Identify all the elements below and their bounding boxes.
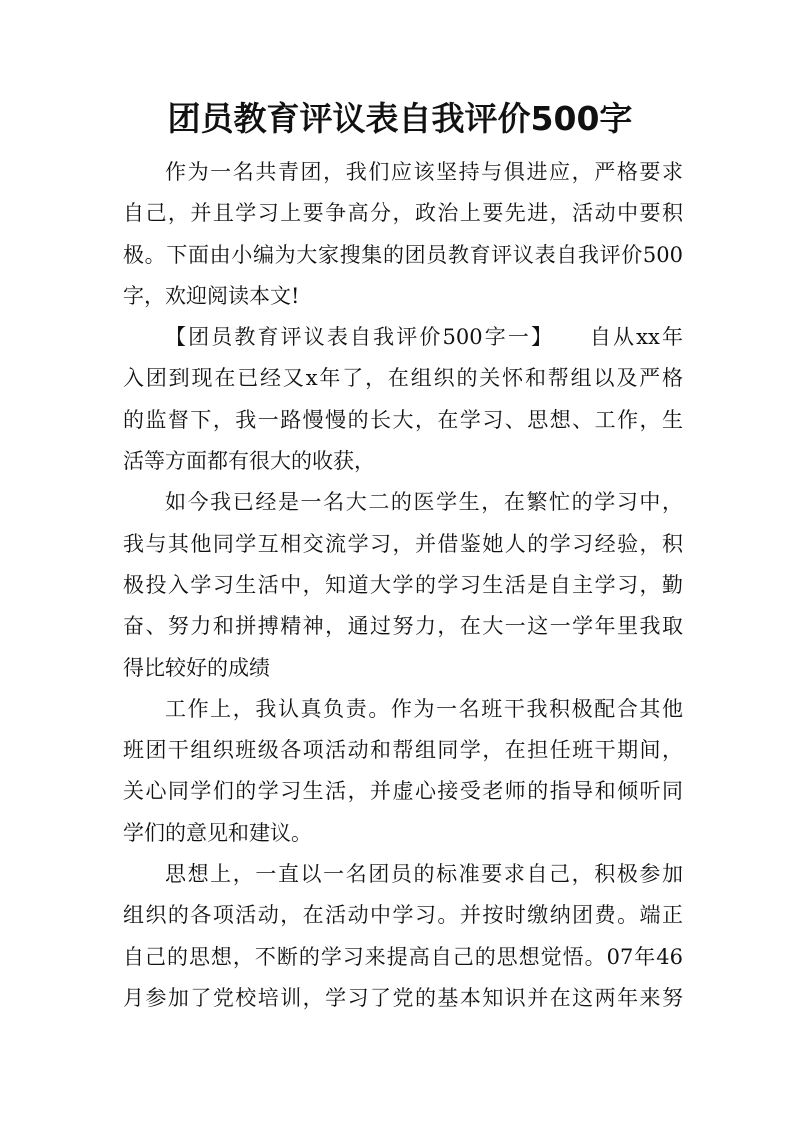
body-line: 得比较好的成绩 xyxy=(123,655,270,680)
body-line: 字，欢迎阅读本文! xyxy=(123,283,300,308)
body-line: 自己，并且学习上要争高分，政治上要先进，活动中要积 xyxy=(123,201,683,226)
body-line: 工作上，我认真负责。作为一名班干我积极配合其他 xyxy=(165,696,683,721)
body-line: 班团干组织班级各项活动和帮组同学，在担任班干期间， xyxy=(123,738,683,763)
body-line: 关心同学们的学习生活，并虚心接受老师的指导和倾听同 xyxy=(123,779,683,804)
body-line: 我与其他同学互相交流学习，并借鉴她人的学习经验，积 xyxy=(123,531,683,556)
body-line: 如今我已经是一名大二的医学生，在繁忙的学习中， xyxy=(165,490,683,515)
body-line: 月参加了党校培训，学习了党的基本知识并在这两年来努 xyxy=(123,985,683,1010)
body-line: 活等方面都有很大的收获， xyxy=(123,449,375,474)
body-line: 【团员教育评议表自我评价500字一】 自从xx年 xyxy=(165,325,683,350)
body-line: 的监督下，我一路慢慢的长大，在学习、思想、工作，生 xyxy=(123,407,683,432)
document-body xyxy=(123,152,683,1019)
body-line: 奋、努力和拼搏精神，通过努力，在大一这一学年里我取 xyxy=(123,614,683,639)
body-line: 极投入学习生活中，知道大学的学习生活是自主学习，勤 xyxy=(123,572,683,597)
body-line: 作为一名共青团，我们应该坚持与俱进应，严格要求 xyxy=(165,160,683,184)
body-line: 入团到现在已经又x年了，在组织的关怀和帮组以及严格 xyxy=(123,366,683,391)
body-line: 思想上，一直以一名团员的标准要求自己，积极参加 xyxy=(165,862,683,887)
body-line: 学们的意见和建议。 xyxy=(123,820,312,845)
body-line: 极。下面由小编为大家搜集的团员教育评议表自我评价500 xyxy=(123,242,683,267)
document-title: 团员教育评议表自我评价500字 xyxy=(167,99,633,138)
body-line: 自己的思想，不断的学习来提高自己的思想觉悟。07年46 xyxy=(123,944,683,969)
body-line: 组织的各项活动，在活动中学习。并按时缴纳团费。端正 xyxy=(123,903,683,928)
